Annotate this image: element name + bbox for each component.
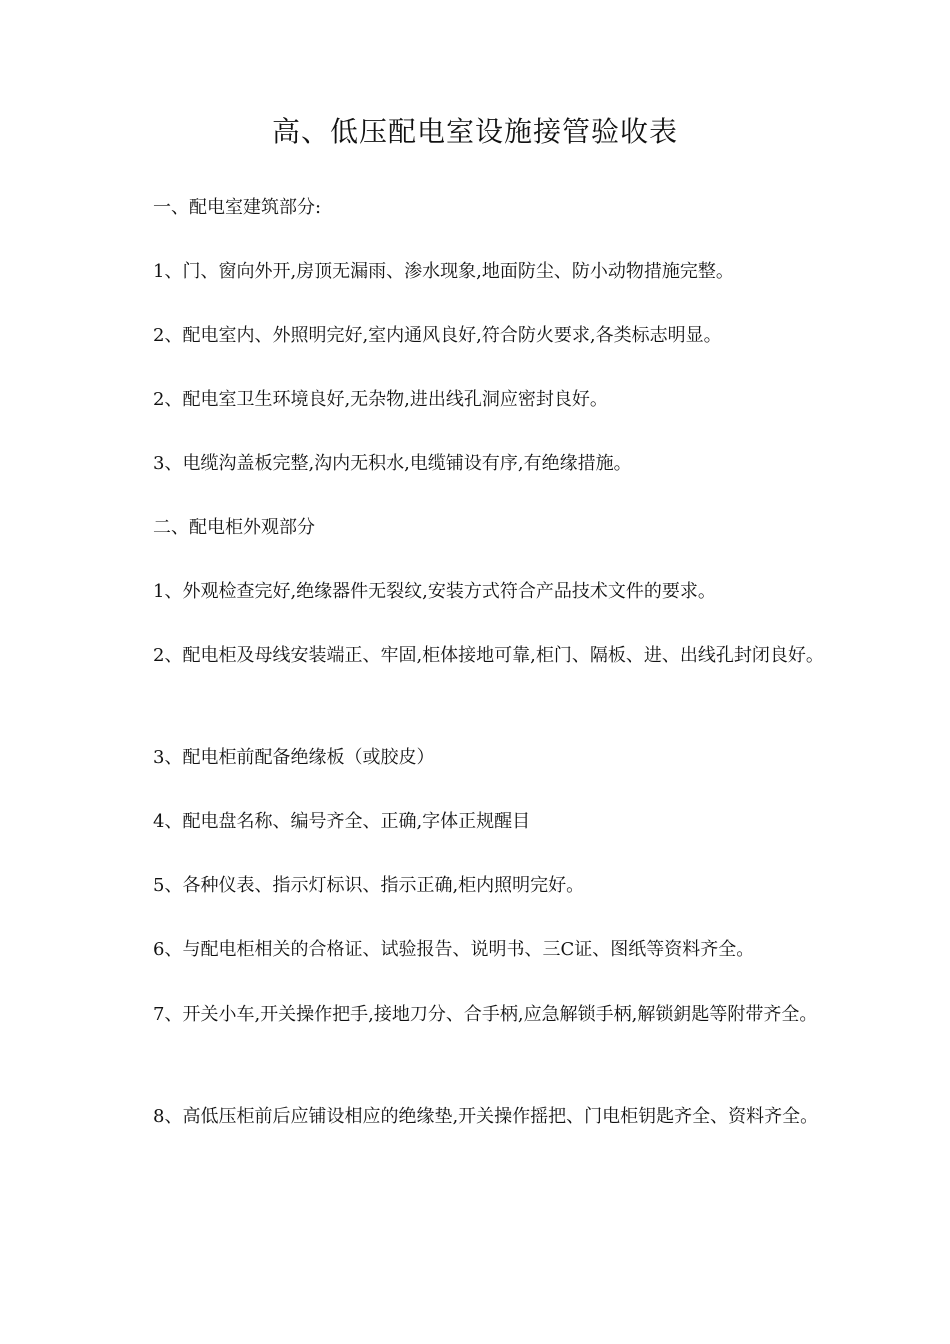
section-heading-building: 一、配电室建筑部分: [153,197,322,218]
paragraph-item: 6、与配电柜相关的合格证、试验报告、说明书、三C证、图纸等资料齐全。 [153,939,755,960]
paragraph-item: 4、配电盘名称、编号齐全、正确,字体正规醒目 [153,811,531,832]
paragraph-item: 2、配电室内、外照明完好,室内通风良好,符合防火要求,各类标志明显。 [153,325,722,346]
paragraph-item: 2、配电柜及母线安装端正、牢固,柜体接地可靠,柜门、隔板、进、出线孔封闭良好。 [153,645,824,666]
paragraph-item: 2、配电室卫生环境良好,无杂物,进出线孔洞应密封良好。 [153,389,608,410]
paragraph-item: 5、各种仪表、指示灯标识、指示正确,柜内照明完好。 [153,875,585,896]
section-heading-cabinet: 二、配电柜外观部分 [153,517,315,538]
document-title: 高、低压配电室设施接管验收表 [271,115,678,148]
paragraph-item: 3、电缆沟盖板完整,沟内无积水,电缆铺设有序,有绝缘措施。 [153,453,632,474]
paragraph-item: 1、门、窗向外开,房顶无漏雨、渗水现象,地面防尘、防小动物措施完整。 [153,261,734,282]
paragraph-item: 7、开关小车,开关操作把手,接地刀分、合手柄,应急解锁手柄,解锁鈅匙等附带齐全。 [153,1004,818,1025]
paragraph-item: 3、配电柜前配备绝缘板（或胶皮） [153,747,435,768]
paragraph-item: 1、外观检查完好,绝缘器件无裂纹,安装方式符合产品技术文件的要求。 [153,581,716,602]
paragraph-item: 8、高低压柜前后应铺设相应的绝缘垫,开关操作摇把、门电柜钥匙齐全、资料齐全。 [153,1106,819,1127]
